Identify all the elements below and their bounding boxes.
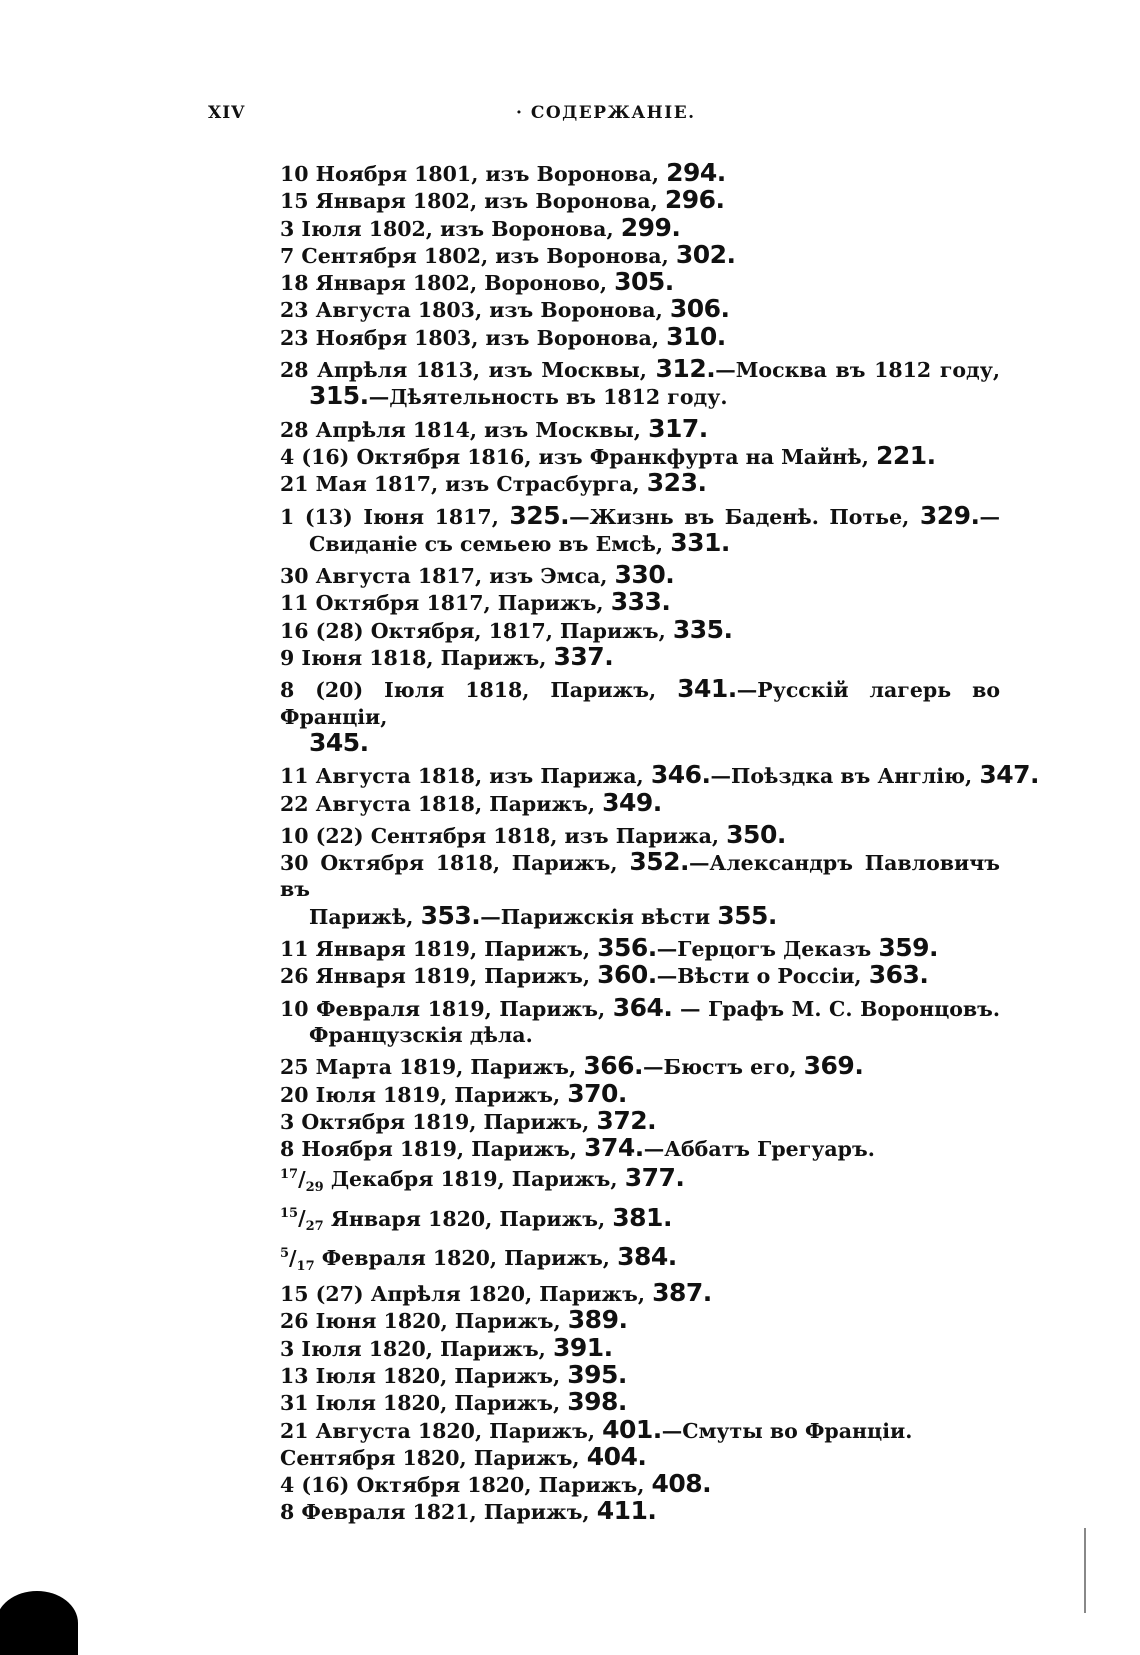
page-ref: 411. <box>596 1496 657 1526</box>
entry-text: 8 Ноября 1819, Парижъ, <box>280 1137 585 1162</box>
entry-text: 4 (16) Октября 1816, изъ Франкфурта на Майнѣ, <box>280 444 876 469</box>
toc-entry <box>280 1389 1000 1416</box>
entry-text: 20 Іюля 1819, Парижъ, <box>280 1082 568 1107</box>
entry-text: 30 Августа 1817, изъ Эмса, <box>280 564 615 589</box>
page-ref: 391. <box>552 1332 613 1362</box>
page-ref: 364. <box>612 992 673 1022</box>
entry-text: 21 Мая 1817, изъ Страсбурга, <box>280 472 647 497</box>
toc-entry-continuation <box>280 527 1000 557</box>
entry-text: 3 Октября 1819, Парижъ, <box>280 1109 597 1134</box>
scan-edge-mark <box>1084 1528 1086 1613</box>
entry-text: 3 Іюля 1820, Парижъ, <box>280 1336 553 1361</box>
page-ref: 384. <box>617 1241 677 1271</box>
toc-entry <box>280 1414 1000 1444</box>
toc-entry <box>280 160 1000 187</box>
entry-text: Февраля 1820, Парижъ, <box>314 1245 618 1270</box>
page-ref: 356. <box>597 933 657 963</box>
toc-entry-line <box>280 187 1000 214</box>
entry-text: 30 Октября 1818, Парижъ, <box>280 851 630 876</box>
page-ref: 335. <box>672 614 733 644</box>
entry-text: 10 (22) Сентября 1818, изъ Парижа, <box>280 823 727 848</box>
toc-entry-line <box>280 1389 1000 1416</box>
toc-entry <box>280 1498 1000 1525</box>
toc-entry <box>280 1307 1000 1334</box>
toc-entry-line <box>280 562 1000 589</box>
entry-text: —Русскій лагерь во Франціи, <box>280 678 1000 729</box>
page-ref: 296. <box>664 185 725 215</box>
toc-entry-line <box>280 962 1000 989</box>
entry-text: 22 Августа 1818, Парижъ, <box>280 791 603 816</box>
entry-text: 13 Іюля 1820, Парижъ, <box>280 1363 568 1388</box>
entry-text: 11 Августа 1818, изъ Парижа, <box>280 764 651 789</box>
entry-text: —Аббатъ Грегуаръ. <box>643 1137 875 1162</box>
page-ref: 377. <box>624 1163 685 1193</box>
entry-text: Января 1820, Парижъ, <box>323 1206 613 1231</box>
page-ref: 317. <box>648 413 708 443</box>
page-ref: 408. <box>651 1469 712 1499</box>
toc-entry <box>280 1202 1000 1241</box>
toc-entry-line <box>280 1307 1000 1334</box>
toc-entry-line <box>280 1202 1000 1241</box>
toc-entry-line <box>280 1280 1000 1307</box>
ink-blot-artifact <box>0 1591 78 1655</box>
toc-entry <box>280 787 1000 817</box>
toc-entry <box>280 321 1000 351</box>
page-ref: 389. <box>567 1305 628 1335</box>
toc-entry <box>280 676 1000 757</box>
toc-entry-line <box>280 1241 1000 1280</box>
toc-entry <box>280 935 1000 962</box>
entry-text: —Поѣздка въ Англію, <box>710 764 980 789</box>
entry-text: — Графъ М. С. Воронцовъ. <box>672 996 1001 1021</box>
page-ref: 352. <box>629 847 689 877</box>
toc-entry-line <box>280 440 1000 470</box>
page-ref: 350. <box>726 819 786 849</box>
toc-entry-line <box>280 269 1000 296</box>
page-ref: 345. <box>309 727 369 757</box>
toc-entry <box>280 562 1000 589</box>
page-ref: 369. <box>803 1051 864 1081</box>
toc-entry <box>280 296 1000 323</box>
toc-entry-line <box>280 356 1000 383</box>
entry-text: 25 Марта 1819, Парижъ, <box>280 1055 584 1080</box>
toc-entry-line <box>280 239 1000 269</box>
toc-entry <box>280 849 1000 930</box>
entry-text: 1 (13) Іюня 1817, <box>280 504 510 529</box>
entry-text: 28 Апрѣля 1813, изъ Москвы, <box>280 358 656 383</box>
toc-entry <box>280 1441 1000 1471</box>
toc-entry-line <box>280 1332 1000 1362</box>
entry-text: 9 Іюня 1818, Парижъ, <box>280 646 554 671</box>
page-ref: 363. <box>868 960 929 990</box>
toc-entry-line <box>280 413 1000 443</box>
toc-entry-line <box>280 1414 1000 1444</box>
page-ref: 325. <box>509 500 570 530</box>
page-ref: 398. <box>567 1387 627 1417</box>
toc-entry-line <box>280 1441 1000 1471</box>
toc-entry <box>280 819 1000 849</box>
toc-entry-line <box>280 1359 1000 1389</box>
toc-entry-line <box>280 992 1001 1022</box>
toc-entry-line <box>280 787 1000 817</box>
toc-entry <box>280 760 1040 790</box>
page-ref: 372. <box>596 1105 657 1135</box>
toc-entry <box>280 1078 1000 1108</box>
page-ref: 366. <box>583 1051 643 1081</box>
toc-entry <box>280 269 1000 296</box>
entry-text: 26 Іюня 1820, Парижъ, <box>280 1309 568 1334</box>
entry-text: — <box>979 504 1000 529</box>
toc-entry <box>280 1241 1000 1280</box>
page-ref: 315. <box>309 381 369 411</box>
entry-text: —Жизнь въ Баденѣ. Потье, <box>569 504 920 529</box>
entry-text: 7 Сентября 1802, изъ Воронова, <box>280 243 676 268</box>
toc-entry-line <box>280 321 1000 351</box>
date-fraction: $^{17}/_{29}$ <box>280 1167 324 1196</box>
toc-entry-line <box>280 644 1000 671</box>
toc-entry-line <box>280 849 1000 903</box>
entry-text: 23 Августа 1803, изъ Воронова, <box>280 298 670 323</box>
page-ref: 302. <box>675 239 736 269</box>
page-ref: 347. <box>979 760 1040 790</box>
toc-entry-continuation <box>280 900 1000 930</box>
entry-text: 10 Февраля 1819, Парижъ, <box>280 996 613 1021</box>
entry-text: —Парижскія вѣсти <box>480 904 718 929</box>
toc-entry-line <box>280 760 1040 790</box>
fraction-denominator: 27 <box>305 1219 324 1235</box>
page-ref: 306. <box>669 294 730 324</box>
fraction-numerator: 17 <box>280 1167 299 1183</box>
entry-text: 28 Апрѣля 1814, изъ Москвы, <box>280 417 649 442</box>
toc-entry <box>280 589 1000 616</box>
page-ref: 404. <box>586 1441 647 1471</box>
page-ref: 374. <box>584 1133 644 1163</box>
toc-entry-line <box>280 819 1000 849</box>
page-ref: 349. <box>602 787 662 817</box>
entry-text: 31 Іюля 1820, Парижъ, <box>280 1391 568 1416</box>
toc-entry-line <box>280 1053 1000 1080</box>
toc-entry-line <box>280 1105 1000 1135</box>
entry-text: 16 (28) Октября, 1817, Парижъ, <box>280 618 673 643</box>
page-ref: 337. <box>553 642 614 672</box>
entry-text: 8 (20) Іюля 1818, Парижъ, <box>280 678 678 703</box>
fraction-numerator: 5 <box>280 1245 290 1261</box>
fraction-denominator: 17 <box>296 1258 315 1274</box>
toc-entry <box>280 1280 1000 1307</box>
date-fraction: $^5/_{17}$ <box>280 1245 315 1274</box>
page-ref: 381. <box>612 1202 672 1232</box>
toc-entry <box>280 1359 1000 1389</box>
toc-entry-line <box>280 470 1000 497</box>
toc-entry <box>280 1471 1000 1498</box>
page-ref: 353. <box>420 900 481 930</box>
entry-text: —Бюстъ его, <box>643 1055 804 1080</box>
toc-entry <box>280 1053 1000 1080</box>
page-ref: 331. <box>670 527 730 557</box>
toc-entry <box>280 962 1000 989</box>
date-fraction: $^{15}/_{27}$ <box>280 1206 324 1235</box>
toc-entry <box>280 356 1000 411</box>
entry-text: Свиданіе съ семьею въ Емсѣ, <box>309 531 671 556</box>
toc-entry-continuation <box>280 1022 1000 1048</box>
toc-entry-line <box>280 935 1000 962</box>
page-ref: 305. <box>614 267 674 297</box>
entry-text: 4 (16) Октября 1820, Парижъ, <box>280 1473 652 1498</box>
toc-entry <box>280 440 1000 470</box>
page-ref: 299. <box>620 212 681 242</box>
page-ref: 221. <box>875 440 936 470</box>
entry-text: Сентября 1820, Парижъ, <box>280 1445 587 1470</box>
entry-text: —Вѣсти о Россіи, <box>656 964 869 989</box>
toc-entry-line <box>280 500 1000 530</box>
page-ref: 346. <box>650 760 711 790</box>
toc-entry-line <box>280 589 1000 616</box>
page-ref: 329. <box>919 500 980 530</box>
toc-entry <box>280 1162 1000 1201</box>
toc-entry <box>280 413 1000 443</box>
page-ref: 370. <box>567 1078 627 1108</box>
toc-entry <box>280 614 1000 644</box>
fraction-denominator: 29 <box>305 1180 324 1196</box>
toc-entry <box>280 1332 1000 1362</box>
toc-entry-line <box>280 1471 1000 1498</box>
entry-text: 10 Ноября 1801, изъ Воронова, <box>280 162 667 186</box>
entry-text: 18 Января 1802, Вороново, <box>280 271 615 296</box>
entry-text: 26 Января 1819, Парижъ, <box>280 964 598 989</box>
toc-entry-line <box>280 614 1000 644</box>
toc-entry <box>280 470 1000 497</box>
entry-text: —Дѣятельность въ 1812 году. <box>368 385 728 410</box>
entry-text: —Смуты во Франціи. <box>661 1418 913 1443</box>
page-ref: 387. <box>652 1278 712 1308</box>
entry-text: 15 (27) Апрѣля 1820, Парижъ, <box>280 1282 653 1307</box>
entry-text: —Александръ Павловичъ въ <box>280 851 1000 902</box>
entry-text: 11 Октября 1817, Парижъ, <box>280 591 611 616</box>
page-header <box>208 103 968 133</box>
page-ref: 310. <box>666 321 726 351</box>
toc-entry <box>280 1105 1000 1135</box>
toc-entry-continuation <box>280 727 1000 757</box>
page-ref: 330. <box>614 560 675 590</box>
page-ref: 323. <box>646 468 707 498</box>
toc-entry-line <box>280 1498 1000 1525</box>
entry-text: 15 Января 1802, изъ Воронова, <box>280 189 665 214</box>
toc-entry-line <box>280 676 1000 730</box>
entry-text: Французскія дѣла. <box>309 1022 533 1047</box>
entry-text: 21 Августа 1820, Парижъ, <box>280 1418 603 1443</box>
fraction-numerator: 15 <box>280 1206 299 1222</box>
toc-entry-line <box>280 1162 1000 1201</box>
page-ref: 401. <box>602 1414 662 1444</box>
entry-text: —Москва въ 1812 году, <box>715 358 1000 383</box>
toc-entry-line <box>280 212 1000 242</box>
page-ref: 294. <box>666 158 726 187</box>
toc-entry <box>280 644 1000 671</box>
page-ref: 360. <box>597 960 657 990</box>
toc-entry <box>280 187 1000 214</box>
entry-text: 8 Февраля 1821, Парижъ, <box>280 1500 597 1525</box>
toc-entry <box>280 212 1000 242</box>
page-ref: 355. <box>717 900 777 930</box>
toc-entry-line <box>280 296 1000 323</box>
entry-text: Парижѣ, <box>309 904 421 929</box>
page-ref: 341. <box>677 674 737 704</box>
toc-entry <box>280 1135 1000 1162</box>
running-title: · СОДЕРЖАНІЕ. <box>516 103 696 123</box>
entry-text: 3 Іюля 1802, изъ Воронова, <box>280 216 621 241</box>
entry-text: —Герцогъ Деказъ <box>656 937 879 962</box>
toc-entry <box>280 992 1001 1049</box>
entry-text: 23 Ноября 1803, изъ Воронова, <box>280 325 667 350</box>
toc-entry-line <box>280 1078 1000 1108</box>
table-of-contents <box>280 158 1040 1526</box>
page-ref: 312. <box>655 354 716 384</box>
toc-entry-line <box>280 1135 1000 1162</box>
toc-entry-continuation <box>280 383 1000 410</box>
page-number: XIV <box>208 103 246 123</box>
page-ref: 333. <box>610 587 671 617</box>
entry-text: 11 Января 1819, Парижъ, <box>280 937 598 962</box>
entry-text: Декабря 1819, Парижъ, <box>323 1167 625 1192</box>
page-ref: 395. <box>567 1359 627 1389</box>
toc-entry <box>280 239 1000 269</box>
toc-entry-line <box>280 160 1000 187</box>
toc-entry <box>280 500 1000 558</box>
page-ref: 359. <box>878 933 939 963</box>
